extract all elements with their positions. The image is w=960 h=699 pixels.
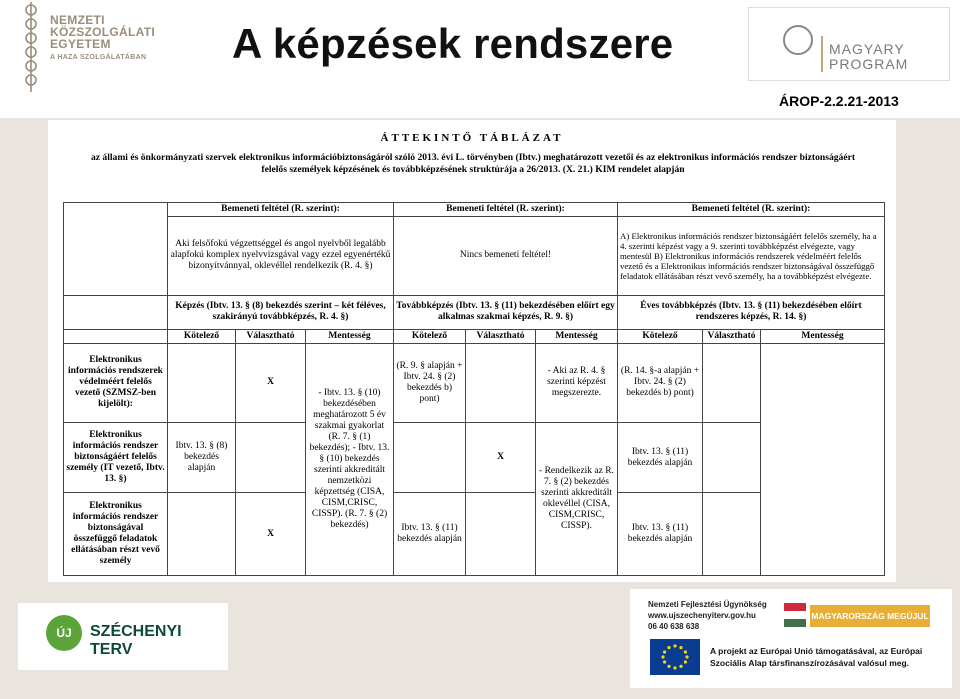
magyarorszag-megujul-badge: MAGYARORSZÁG MEGÚJUL: [810, 605, 930, 627]
cell-r3-c2-valaszthato: [466, 493, 536, 576]
cell-r1-c2-valaszthato: [466, 344, 536, 423]
cell-r2-c3-kotelezo: Ibtv. 13. § (11) bekezdés alapján: [618, 422, 703, 493]
cell-c1-mentesseg: - Ibtv. 13. § (10) bekezdésében meghatározott 5 év szakmai gyakorlat (R. 7. § (1) bekezdés); - Ibtv. 13. § (10) bekezdés szerinti akkreditált nemzetközi képzettség (CISA, CISM,CRISC, CISSP). (R. 7. § (2) bekezdés): [306, 344, 394, 576]
cell-r2-c1-valaszthato: [236, 422, 306, 493]
portrait-icon: [783, 25, 813, 55]
logo-line: PROGRAM: [829, 56, 909, 72]
page-title: A képzések rendszere: [232, 20, 674, 67]
entry-header-2: Bemeneti feltétel (R. szerint):: [394, 203, 618, 217]
document-title: ÁTTEKINTŐ TÁBLÁZAT: [380, 132, 564, 144]
cell-r3-c1-valaszthato: X: [236, 493, 306, 576]
cell-r3-c2-kotelezo: Ibtv. 13. § (11) bekezdés alapján: [394, 493, 466, 576]
eu-support-text: [710, 645, 922, 669]
col-valaszthato-2: Választható: [466, 330, 536, 344]
cell-r1-c3-valaszthato: [703, 344, 761, 423]
blank-subheader-cell: [64, 330, 168, 344]
col-mentesseg-1: Mentesség: [306, 330, 394, 344]
row-label-it-vezeto: Elektronikus információs rendszer biztonságáért felelős személy (IT vezető, Ibtv. 13. §): [64, 422, 168, 493]
cell-r1-c3-kotelezo: (R. 14. §-a alapján + Ibtv. 24. § (2) bekezdés b) pont): [618, 344, 703, 423]
col-kotelezo-2: Kötelező: [394, 330, 466, 344]
cell-r2-c3-valaszthato: [703, 422, 761, 493]
magyary-logo: [748, 7, 950, 81]
col-mentesseg-3: Mentesség: [761, 330, 885, 344]
col-kotelezo-3: Kötelező: [618, 330, 703, 344]
eu-funding-block: [630, 589, 952, 688]
nfu-url: www.ujszechenyiterv.gov.hu: [648, 611, 756, 620]
nfu-info: [648, 599, 767, 632]
magyary-logo-text: [829, 42, 908, 72]
program-eves: Éves továbbképzés (Ibtv. 13. § (11) bekezdésében előírt rendszeres képzés, R. 14. §): [618, 295, 885, 329]
uj-icon: ÚJ: [46, 615, 82, 651]
logo-line: EGYETEM: [50, 37, 111, 51]
overview-document: [48, 120, 896, 582]
col-mentesseg-2: Mentesség: [536, 330, 618, 344]
row-label-resztvevo: Elektronikus információs rendszer biztonságával összefüggő feladatok ellátásában részt vevő személy: [64, 493, 168, 576]
entry-condition-1: Aki felsőfokú végzettséggel és angol nyelvből legalább alapfokú komplex nyelvvizsgával vagy ezzel egyenértékű bizonyítvánnyal, oklevéllel rendelkezik (R. 4. §): [168, 217, 394, 296]
col-valaszthato-3: Választható: [703, 330, 761, 344]
cell-r2-c2-mentesseg: - Rendelkezik az R. 7. § (2) bekezdés szerinti akkreditált oklevéllel (CISA, CISM,CRISC, CISSP).: [536, 422, 618, 575]
entry-condition-2: Nincs bemeneti feltétel!: [394, 217, 618, 296]
cell-r2-c2-valaszthato: X: [466, 422, 536, 493]
nke-logo: [10, 2, 160, 92]
hungarian-flag-icon: [784, 603, 806, 627]
project-code: ÁROP-2.2.21-2013: [779, 93, 899, 109]
logo-motto: A HAZA SZOLGÁLATÁBAN: [50, 54, 147, 61]
col-valaszthato-1: Választható: [236, 330, 306, 344]
blank-program-cell: [64, 295, 168, 329]
cell-r3-c1-kotelezo: [168, 493, 236, 576]
nfu-phone: 06 40 638 638: [648, 622, 700, 631]
program-tovabbkepzes: Továbbképzés (Ibtv. 13. § (11) bekezdésében előírt egy alkalmas szakmai képzés, R. 9. §): [394, 295, 618, 329]
nke-logo-text: [50, 14, 155, 63]
logo-divider: [821, 36, 823, 72]
szechenyi-terv-logo: [18, 603, 228, 670]
entry-header-1: Bemeneti feltétel (R. szerint):: [168, 203, 394, 217]
nfu-line: Nemzeti Fejlesztési Ügynökség: [648, 600, 767, 609]
cell-r1-c2-mentesseg: - Aki az R. 4. § szerinti képzést megszerezte.: [536, 344, 618, 423]
cell-r2-c1-kotelezo: Ibtv. 13. § (8) bekezdés alapján: [168, 422, 236, 493]
program-kepzes: Képzés (Ibtv. 13. § (8) bekezdés szerint – két féléves, szakirányú továbbképzés, R. 4. §): [168, 295, 394, 329]
cell-r2-c2-kotelezo: [394, 422, 466, 493]
eu-line: A projekt az Európai Unió támogatásával, az Európai: [710, 646, 923, 656]
logo-line: NEMZETI: [50, 13, 105, 27]
szechenyi-text: SZÉCHENYI TERV: [90, 623, 182, 658]
entry-header-3: Bemeneti feltétel (R. szerint):: [618, 203, 885, 217]
cell-r1-c1-valaszthato: X: [236, 344, 306, 423]
cell-r3-c3-kotelezo: Ibtv. 13. § (11) bekezdés alapján: [618, 493, 703, 576]
ornament-icon: [18, 2, 44, 92]
col-kotelezo-1: Kötelező: [168, 330, 236, 344]
cell-r1-c1-kotelezo: [168, 344, 236, 423]
logo-line: KÖZSZOLGÁLATI: [50, 25, 155, 39]
blank-corner: [64, 203, 168, 296]
cell-r3-c3-valaszthato: [703, 493, 761, 576]
cell-c3-mentesseg: [761, 344, 885, 576]
cell-r1-c2-kotelezo: (R. 9. § alapján + Ibtv. 24. § (2) bekezdés b) pont): [394, 344, 466, 423]
eu-line: Szociális Alap társfinanszírozásával valósul meg.: [710, 658, 910, 668]
overview-table: [63, 202, 885, 576]
document-subtitle: az állami és önkormányzati szervek elektronikus információbiztonságáról szóló 2013. évi L. törvényben (Ibtv.) meghatározott vezetői és az elektronikus információs rendszer biztonságáért felelős személyek képzésének és továbbképzésének struktúrája a 26/2013. (X. 21.) KIM rendelet alapján: [90, 152, 856, 175]
entry-condition-3: A) Elektronikus információs rendszer biztonságáért felelős személy, ha a 4. szerinti képzést vagy a 9. szerinti továbbképzést elvégezte, vagy mentesül B) Elektronikus információs rendszerek védelméért felelős vezető és a Elektronikus információs rendszer biztonságával összefüggő feladatok ellátásában részt vevő személy, ha a továbbképzést elvégezte.: [618, 217, 885, 296]
row-label-vezeto: Elektronikus információs rendszerek védelméért felelős vezető (SZMSZ-ben kijelölt):: [64, 344, 168, 423]
logo-line: MAGYARY: [829, 41, 905, 57]
eu-flag-icon: [650, 639, 700, 675]
